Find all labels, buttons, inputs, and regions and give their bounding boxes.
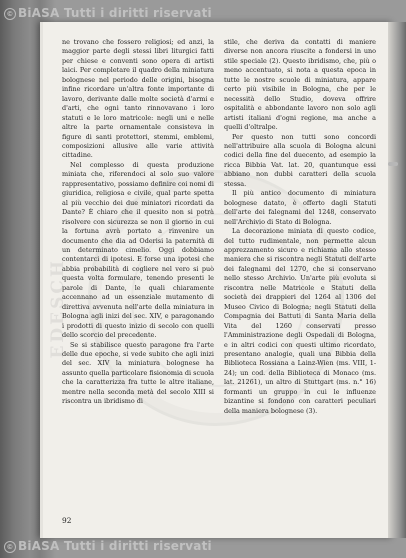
watermark-top bbox=[4, 6, 212, 20]
page-edge bbox=[388, 22, 406, 538]
left-paragraph-1: ne trovano che fossero religiosi; ed anzi, la maggior parte degli stessi libri liturgici fatti per chiese e conventi sono opera di artisti laici. Per completare il quadro della miniatura bolognese nel periodo delle origini, bisogna infine ricordare un'altra fonte importante di lavoro, derivante dalle molte società d'armi e d'arti, che ogni tanto rinnovavano i loro statuti e le loro matricole: negli uni e nelle altre la parte ornamentale consisteva in figure di santi protettori, stemmi, emblemi, composizioni allusive alle varie attività cittadine. bbox=[62, 38, 214, 160]
right-paragraph-1: stile, che deriva da contatti di maniere diverse non ancora riuscite a fondersi in uno stile speciale (2). Questo ibridismo, che, più o meno accentuato, si nota a questa epoca in tutte le nostre scuole di miniatura, appare certo più visibile in Bologna, che per le necessità dello Studio, doveva offrire ospitalità e abbondante lavoro non solo agli artisti italiani d'ogni regione, ma anche a quelli d'oltralpe. bbox=[224, 38, 376, 132]
copyright-circle-icon: © bbox=[4, 8, 16, 20]
left-paragraph-3: Se si stabilisce questo paragone fra l'arte delle due epoche, si vede subito che agli inizi del sec. XIV la miniatura bolognese ha assunto quella particolare fisionomia di scuola che la caratterizza fra tutte le altre italiane, mentre nella seconda metà del secolo XIII si riscontra un ibridismo di bbox=[62, 340, 214, 406]
watermark-bottom bbox=[4, 539, 212, 553]
right-paragraph-2: Per questo non tutti sono concordi nell'attribuire alla scuola di Bologna alcuni codici della fine del duecento, ad esempio la ricca Bibbia Vat. lat. 20, quantunque essi abbiano non dubbi caratteri della scuola stessa. bbox=[224, 132, 376, 188]
left-column bbox=[62, 38, 214, 407]
right-paragraph-4: La decorazione miniata di questo codice, del tutto rudimentale, non permette alcun apprezzamento sicuro e richiama allo stesso maniera che si riscontra negli Statuti dell'arte dei falegnami del 1270, che si conservano nello stesso Archivio. Un'arte più evoluta si riscontra nelle Matricole e Statuti della società dei drappieri del 1264 al 1306 del Museo Civico di Bologna; negli Statuti della Compagnia dei Battuti di Santa Maria della Vita del 1260 conservati presso l'Amministrazione degli Ospedali di Bologna, e in altri codici con questi ultimo ricordato, presentano analogie, quali una Bibbia della Biblioteca Rossiana a Lainz-Wien (ms. VIII, 1-24); un cod. della Biblioteca di Monaco (ms. lat. 21261), un altro di Stuttgart (ms. n.° 16) formanti un gruppo in cui le influenze bizantine si fondono con caratteri peculiari della maniera bolognese (3). bbox=[224, 227, 376, 415]
page-clip bbox=[388, 162, 398, 166]
watermark-bottom-text: BiASA Tutti i diritti riservati bbox=[18, 539, 212, 553]
copyright-circle-icon: © bbox=[4, 541, 16, 553]
right-paragraph-3: Il più antico documento di miniatura bolognese datato, è offerto dagli Statuti dell'arte dei falegnami del 1248, conservato nell'Archivio di Stato di Bologna. bbox=[224, 189, 376, 226]
page-number: 92 bbox=[62, 516, 72, 525]
stamp-lettering: EDESCH bbox=[48, 258, 68, 359]
watermark-top-text: BiASA Tutti i diritti riservati bbox=[18, 6, 212, 20]
right-column bbox=[224, 38, 376, 416]
left-paragraph-2: Nel complesso di questa produzione miniata che, riferendoci al solo suo valore rappresentativo, possiamo definire coi nomi di giuridica, religiosa e civile, qual parte spetta al più vecchio dei due miniatori ricordati da Dante? È chiaro che il quesito non si potrà risolvere con sicurezza se non il giorno in cui la fortuna avrà portato a rinvenire un documento che dia ad Oderisi la paternità di un determinato cimelio. Oggi dobbiamo contentarci di ipotesi. E forse una ipotesi che abbia probabilità di cogliere nel vero si può questa volta formulare, tenendo presenti le parole di Dante, le quali chiaramente accennano ad un essenziale mutamento di direttiva avvenuta nell'arte della miniatura in Bologna agli inizi del sec. XIV, e paragonando i prodotti di questo inizio di secolo con quelli dello scorcio del precedente. bbox=[62, 160, 214, 340]
